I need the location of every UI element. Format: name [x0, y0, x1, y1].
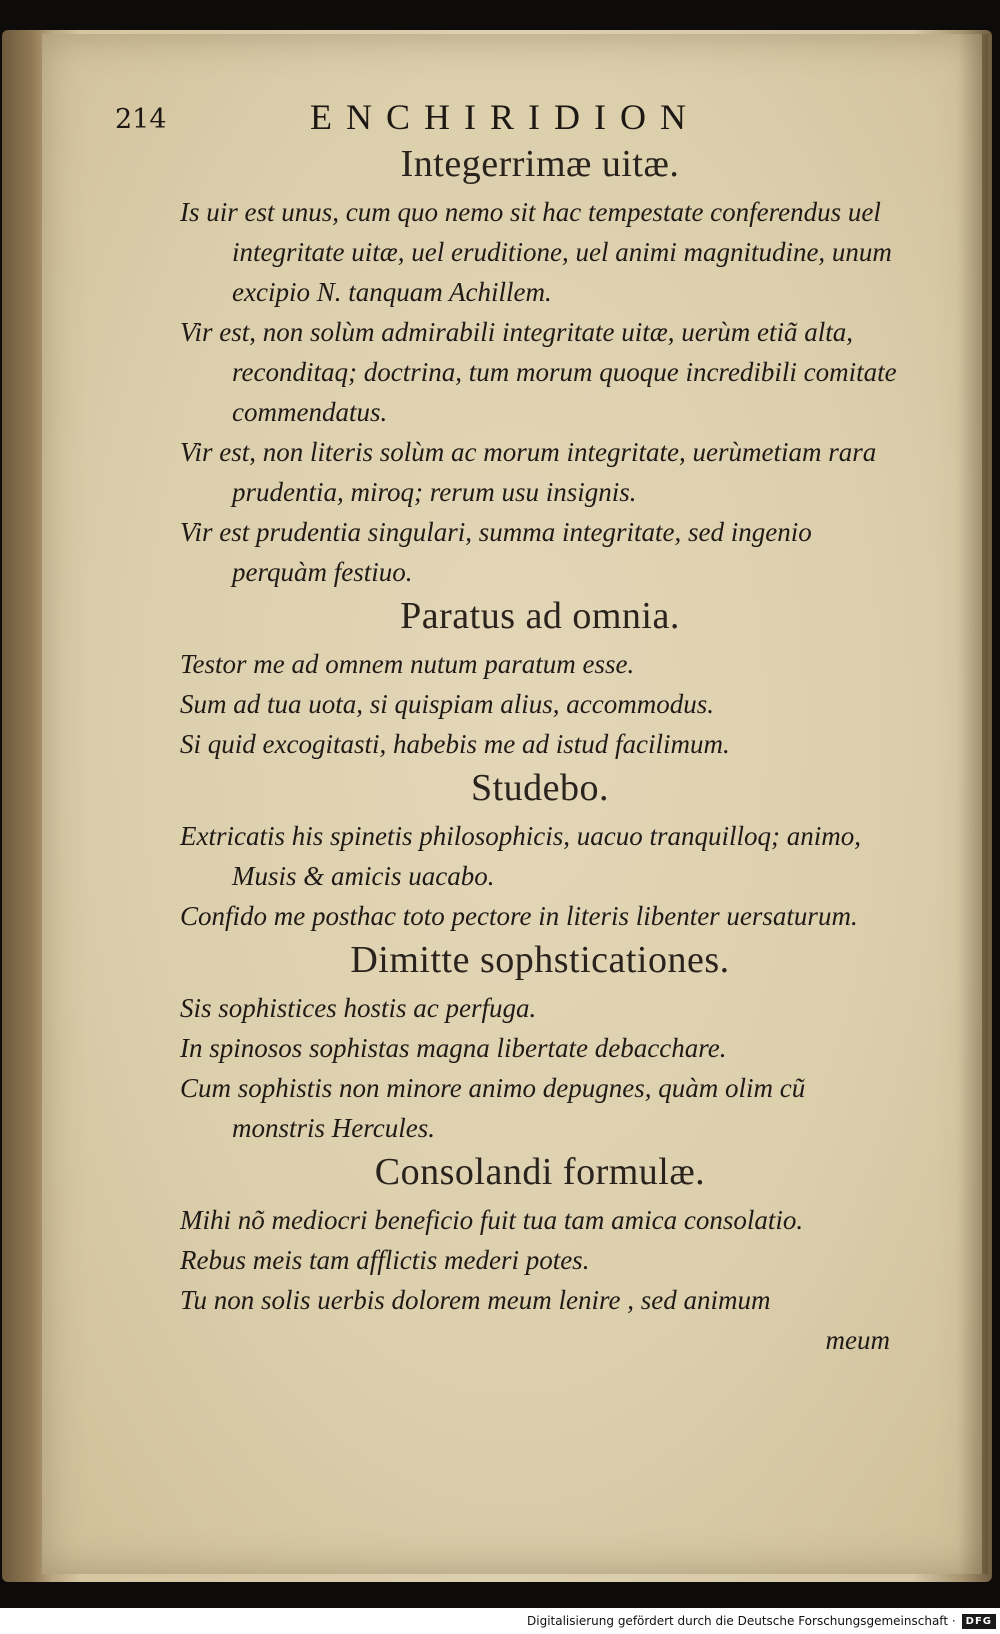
entry-line: Testor me ad omnem nutum paratum esse. — [180, 649, 635, 679]
entry-line: Si quid excogitasti, habebis me ad istud facilimum. — [180, 729, 730, 759]
entry-line: Cum sophistis non minore animo depugnes, quàm olim cũ monstris Hercules. — [180, 1073, 806, 1143]
entry-line: Confido me posthac toto pectore in literis libenter uersaturum. — [180, 901, 858, 931]
entry-line: Vir est, non literis solùm ac morum integritate, uerùmetiam rara prudentia, miroq; rerum usu insignis. — [180, 437, 877, 507]
page-fold-shadow — [958, 34, 988, 1574]
entry-line: Is uir est unus, cum quo nemo sit hac tempestate conferendus uel integritate uitæ, uel eruditione, uel animi magnitudine, unum excipio N. tanquam Achillem. — [180, 197, 892, 307]
funding-credit: Digitalisierung gefördert durch die Deutsche Forschungsgemeinschaft · — [527, 1614, 956, 1628]
section-dimitte-sophsticationes — [180, 938, 900, 1148]
entry-line: Tu non solis uerbis dolorem meum lenire , sed animum — [180, 1285, 771, 1315]
section-studebo — [180, 766, 900, 936]
section-heading: Integerrimæ uitæ. — [400, 143, 680, 185]
entry-line: In spinosos sophistas magna libertate debacchare. — [180, 1033, 727, 1063]
section-paratus-ad-omnia — [180, 594, 900, 764]
section-heading: Consolandi formulæ. — [374, 1151, 706, 1193]
entry-line: Vir est, non solùm admirabili integritate uitæ, uerùm etiã alta, reconditaq; doctrina, tum morum quoque incredibili comitate commendatus. — [180, 317, 897, 427]
page-header — [0, 96, 1000, 146]
section-integerrimae-uitae — [180, 142, 900, 592]
page-body — [180, 140, 900, 1360]
entry-line: Vir est prudentia singulari, summa integritate, sed ingenio perquàm festiuo. — [180, 517, 812, 587]
entry-line: Rebus meis tam afflictis mederi potes. — [180, 1245, 590, 1275]
dfg-logo: DFG — [962, 1614, 996, 1629]
digitization-footer — [0, 1608, 1000, 1634]
section-consolandi-formulae — [180, 1150, 900, 1320]
section-heading: Paratus ad omnia. — [400, 595, 680, 637]
running-head: ENCHIRIDION — [310, 97, 700, 137]
entry-line: Sis sophistices hostis ac perfuga. — [180, 993, 537, 1023]
entry-line: Mihi nõ mediocri beneficio fuit tua tam amica consolatio. — [180, 1205, 804, 1235]
section-heading: Studebo. — [470, 767, 610, 809]
section-heading: Dimitte sophsticationes. — [350, 939, 730, 981]
entry-line: Sum ad tua uota, si quispiam alius, accommodus. — [180, 689, 715, 719]
catchword: meum — [825, 1325, 890, 1355]
entry-line: Extricatis his spinetis philosophicis, uacuo tranquilloq; animo, Musis & amicis uacabo. — [180, 821, 861, 891]
page-number: 214 — [115, 104, 167, 135]
